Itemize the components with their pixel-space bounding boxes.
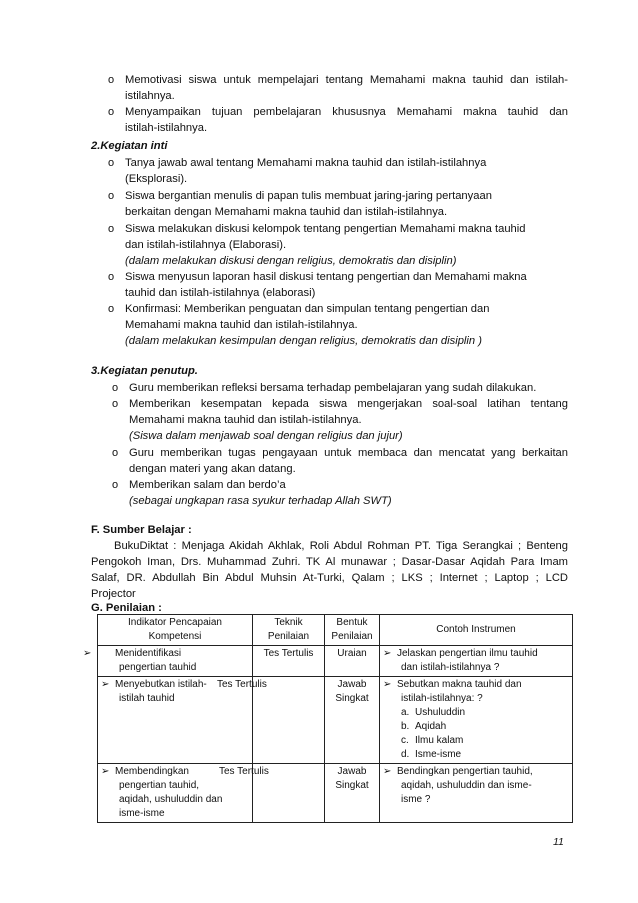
list-item-text: Konfirmasi: Memberikan penguatan dan simpulan tentang pengertian dan [125, 303, 490, 315]
cell-text: pengertian tauhid, [119, 780, 200, 791]
list-item-text: dan istilah-istilahnya (Elaborasi). [125, 239, 287, 251]
cell-text: Jawab [337, 766, 367, 777]
table-header-row [98, 615, 573, 646]
cell-text: istilah-istilahnya: ? [401, 693, 483, 704]
list-item [401, 748, 569, 762]
list-item [401, 706, 569, 720]
cell-contoh [380, 646, 573, 677]
bullet: o [108, 106, 115, 118]
bullet: o [108, 74, 115, 86]
list-item-text: Memberikan salam dan berdo’a [129, 479, 286, 491]
cell-text: Sebutkan makna tauhid dan [397, 679, 522, 690]
list-item-text: Memahami makna tauhid dan istilah-istilahnya. [129, 414, 362, 426]
list-item-text: dengan materi yang akan datang. [129, 463, 296, 475]
list-item-text: tauhid dan istilah-istilahnya (elaborasi) [125, 287, 316, 299]
bullet: o [108, 303, 115, 315]
sumber-line: BukuDiktat : Menjaga Akidah Akhlak, Roli Abdul Rohman PT. Tiga Serangkai ; Benteng [114, 540, 568, 552]
penilaian-table [83, 614, 573, 823]
section-heading-penilaian: G. Penilaian : [91, 602, 162, 614]
bullet: o [112, 382, 119, 394]
cell-text: istilah tauhid [119, 693, 175, 704]
bullet: o [108, 157, 115, 169]
list-item-text: Memahami makna tauhid dan istilah-istilahnya. [125, 319, 358, 331]
cell-text: dan istilah-istilahnya ? [401, 662, 500, 673]
list-item-text: istilah-istilahnya. [125, 122, 208, 134]
bullet: o [108, 190, 115, 202]
cell-bentuk [325, 677, 380, 764]
list-item-text: (Eksplorasi). [125, 173, 188, 185]
list-item-text: Memberikan kesempatan kepada siswa mengerjakan soal-soal latihan tentang [129, 398, 568, 410]
list-marker: b. [401, 721, 410, 732]
bullet: o [112, 398, 119, 410]
header-contoh: Contoh Instrumen [380, 615, 573, 646]
sumber-line: Projector [91, 588, 136, 600]
section-heading-inti: 2.Kegiatan inti [91, 140, 168, 152]
arrow-bullet-icon: ➢ [383, 648, 392, 659]
list-item-text: berkaitan dengan Memahami makna tauhid dan istilah-istilahnya. [125, 206, 448, 218]
cell-text: Aqidah [415, 721, 447, 732]
header-text: Kompetensi [148, 631, 202, 642]
cell-text: aqidah, ushuluddin dan [119, 794, 223, 805]
header-text: Penilaian [331, 631, 373, 642]
list-item-text: istilahnya. [125, 90, 175, 102]
header-teknik [253, 615, 325, 646]
table-row [98, 677, 573, 764]
header-text: Penilaian [267, 631, 310, 642]
header-text: Bentuk [336, 617, 368, 628]
table-row [98, 764, 573, 823]
cell-text: Ilmu kalam [415, 735, 464, 746]
bullet: o [108, 223, 115, 235]
cell-text: isme-isme [119, 808, 165, 819]
list-item-text: Tanya jawab awal tentang Memahami makna tauhid dan istilah-istilahnya [125, 157, 487, 169]
header-text: Indikator Pencapaian [128, 617, 222, 628]
cell-text: pengertian tauhid [119, 662, 197, 673]
cell-bentuk [325, 764, 380, 823]
cell-text: isme ? [401, 794, 431, 805]
list-item-note: (sebagai ungkapan rasa syukur terhadap Allah SWT) [129, 495, 392, 507]
list-item-note: (dalam melakukan diskusi dengan religius, demokratis dan disiplin) [125, 255, 457, 267]
header-indikator [98, 615, 253, 646]
list-marker: d. [401, 749, 410, 760]
header-bentuk [325, 615, 380, 646]
cell-text: Jelaskan pengertian ilmu tauhid [397, 648, 538, 659]
cell-contoh [380, 764, 573, 823]
list-item-text: Menyampaikan tujuan pembelajaran khususnya Memahami makna tauhid dan [125, 106, 568, 118]
page-number: 11 [553, 836, 564, 848]
sub-list [383, 706, 569, 762]
section-heading-sumber: F. Sumber Belajar : [91, 524, 192, 536]
list-item-text: Siswa melakukan diskusi kelompok tentang pengertian Memahami makna tauhid [125, 223, 526, 235]
arrow-bullet-icon: ➢ [83, 648, 92, 659]
section-heading-penutup: 3.Kegiatan penutup. [91, 365, 198, 377]
list-item-note: (dalam melakukan kesimpulan dengan religius, demokratis dan disiplin ) [125, 335, 482, 347]
arrow-bullet-icon: ➢ [383, 679, 392, 690]
bullet: o [112, 447, 119, 459]
arrow-bullet-icon: ➢ [101, 679, 110, 690]
cell-text: Menyebutkan istilah- [115, 679, 207, 690]
list-item-text: Guru memberikan refleksi bersama terhadap pembelajaran yang sudah dilakukan. [129, 382, 537, 394]
list-item-text: Siswa bergantian menulis di papan tulis membuat jaring-jaring pertanyaan [125, 190, 492, 202]
cell-text: Isme-isme [415, 749, 462, 760]
list-item-text: Memotivasi siswa untuk mempelajari tentang Memahami makna tauhid dan istilah- [125, 74, 568, 86]
bullet: o [108, 271, 115, 283]
cell-text: Bendingkan pengertian tauhid, [397, 766, 533, 777]
cell-text: aqidah, ushuluddin dan isme- [401, 780, 532, 791]
list-item-note: (Siswa dalam menjawab soal dengan religius dan jujur) [129, 430, 403, 442]
list-item-text: Siswa menyusun laporan hasil diskusi tentang pengertian dan Memahami makna [125, 271, 527, 283]
list-item [401, 734, 569, 748]
cell-text: Singkat [335, 780, 369, 791]
list-item [401, 720, 569, 734]
sumber-line: Salaf, DR. Abdullah Bin Abdul Muhsin At-Turki, Qalam ; LKS ; Internet ; Laptop ; LCD [91, 572, 568, 584]
arrow-bullet-icon: ➢ [383, 766, 392, 777]
cell-text: Menidentifikasi [115, 648, 182, 659]
bullet: o [112, 479, 119, 491]
cell-indikator [83, 646, 253, 677]
cell-text: Uraian [337, 648, 367, 659]
cell-teknik-text: Tes Tertulis [219, 766, 269, 777]
cell-text: Jawab [337, 679, 367, 690]
cell-text: Ushuluddin [415, 707, 466, 718]
cell-indikator [98, 677, 267, 764]
cell-text: Singkat [335, 693, 369, 704]
cell-teknik: Tes Tertulis [253, 646, 325, 677]
table-row [98, 646, 573, 677]
list-marker: a. [401, 707, 410, 718]
cell-bentuk [325, 646, 380, 677]
list-marker: c. [401, 735, 409, 746]
list-item-text: Guru memberikan tugas pengayaan untuk membaca dan mencatat yang berkaitan [129, 447, 568, 459]
header-text: Teknik [274, 617, 303, 628]
cell-teknik-text: Tes Tertulis [217, 679, 267, 690]
cell-contoh [380, 677, 573, 764]
cell-indikator [98, 764, 269, 823]
sumber-line: Pengokoh Iman, Drs. Muhammad Zuhri. TK Al munawar ; Dasar-Dasar Aqidah Para Imam [91, 556, 568, 568]
cell-text: Membendingkan [115, 766, 189, 777]
arrow-bullet-icon: ➢ [101, 766, 110, 777]
